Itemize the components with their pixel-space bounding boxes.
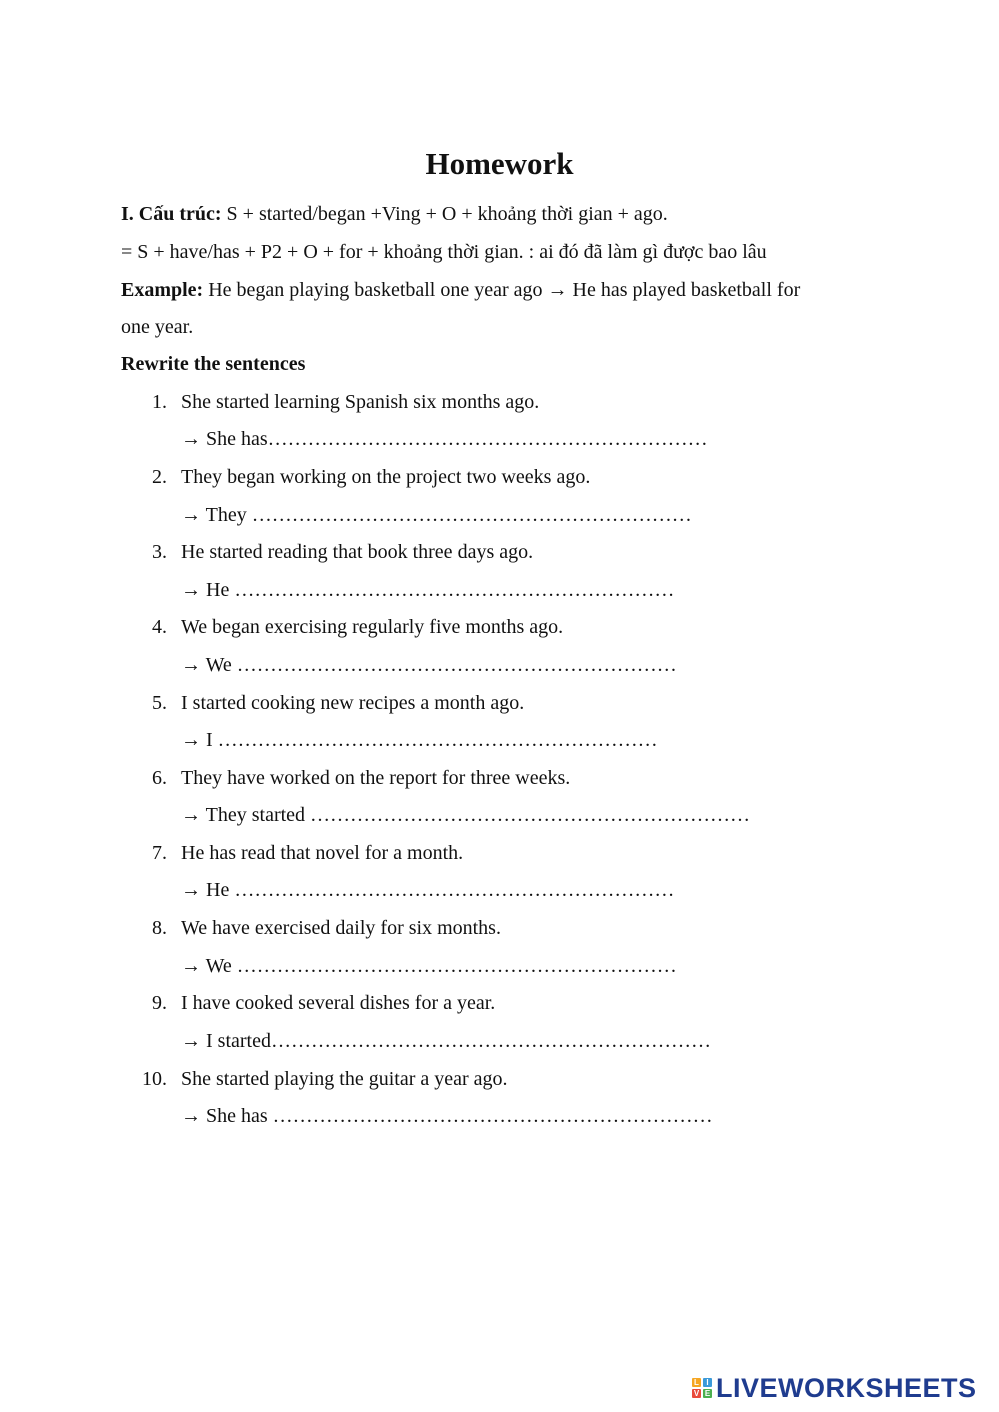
answer-blank[interactable]: → He ………………………………………………………… [181,879,675,901]
section-heading: Rewrite the sentences [121,353,306,375]
item-sentence: She started playing the guitar a year ago. [181,1068,508,1090]
logo-letter: L [692,1378,701,1387]
item-number: 9. [152,992,167,1014]
liveworksheets-logo-icon [692,1378,712,1398]
item-number: 5. [152,692,167,714]
item-number: 6. [152,767,167,789]
logo-letter: I [703,1378,712,1387]
answer-blank[interactable]: → They ………………………………………………………… [181,504,692,526]
item-sentence: She started learning Spanish six months ago. [181,391,540,413]
answer-blank[interactable]: → She has ………………………………………………………… [181,1105,713,1127]
structure-equivalent: = S + have/has + P2 + O + for + khoảng thời gian. : ai đó đã làm gì được bao lâu [121,241,767,263]
item-number: 8. [152,917,167,939]
answer-blank[interactable]: → I started………………………………………………………… [181,1030,711,1052]
logo-letter: E [704,1389,711,1398]
item-sentence: We began exercising regularly five months ago. [181,616,564,638]
item-number: 4. [152,616,167,638]
item-sentence: They have worked on the report for three weeks. [181,767,571,789]
item-number: 3. [152,541,167,563]
item-sentence: He started reading that book three days ago. [181,541,534,563]
structure-line [121,201,668,227]
item-sentence: We have exercised daily for six months. [181,917,501,939]
answer-blank[interactable]: → She has………………………………………………………… [181,428,708,450]
structure-formula: S + started/began +Ving + O + khoảng thời gian + ago. [221,203,668,225]
example-text: He began playing basketball one year ago → He has played basketball for [203,279,801,301]
item-number: 1. [152,391,167,413]
item-number: 7. [152,842,167,864]
brand-wordmark: LIVEWORKSHEETS [716,1373,977,1403]
answer-blank[interactable]: → We ………………………………………………………… [181,654,677,676]
item-sentence: I started cooking new recipes a month ago. [181,692,525,714]
item-sentence: He has read that novel for a month. [181,842,464,864]
page-title: Homework [425,146,574,181]
item-number: 10. [142,1068,167,1090]
example-continuation: one year. [121,316,194,338]
item-number: 2. [152,466,167,488]
answer-blank[interactable]: → We ………………………………………………………… [181,955,677,977]
example-line [121,277,800,303]
structure-label: I. Cấu trúc: [121,203,222,225]
item-sentence: I have cooked several dishes for a year. [181,992,496,1014]
answer-blank[interactable]: → They started ………………………………………………………… [181,804,751,826]
liveworksheets-brand[interactable] [692,1372,977,1404]
item-sentence: They began working on the project two weeks ago. [181,466,591,488]
answer-blank[interactable]: → I ………………………………………………………… [181,729,658,751]
answer-blank[interactable]: → He ………………………………………………………… [181,579,675,601]
example-label: Example: [121,279,204,301]
logo-letter: V [693,1389,700,1398]
